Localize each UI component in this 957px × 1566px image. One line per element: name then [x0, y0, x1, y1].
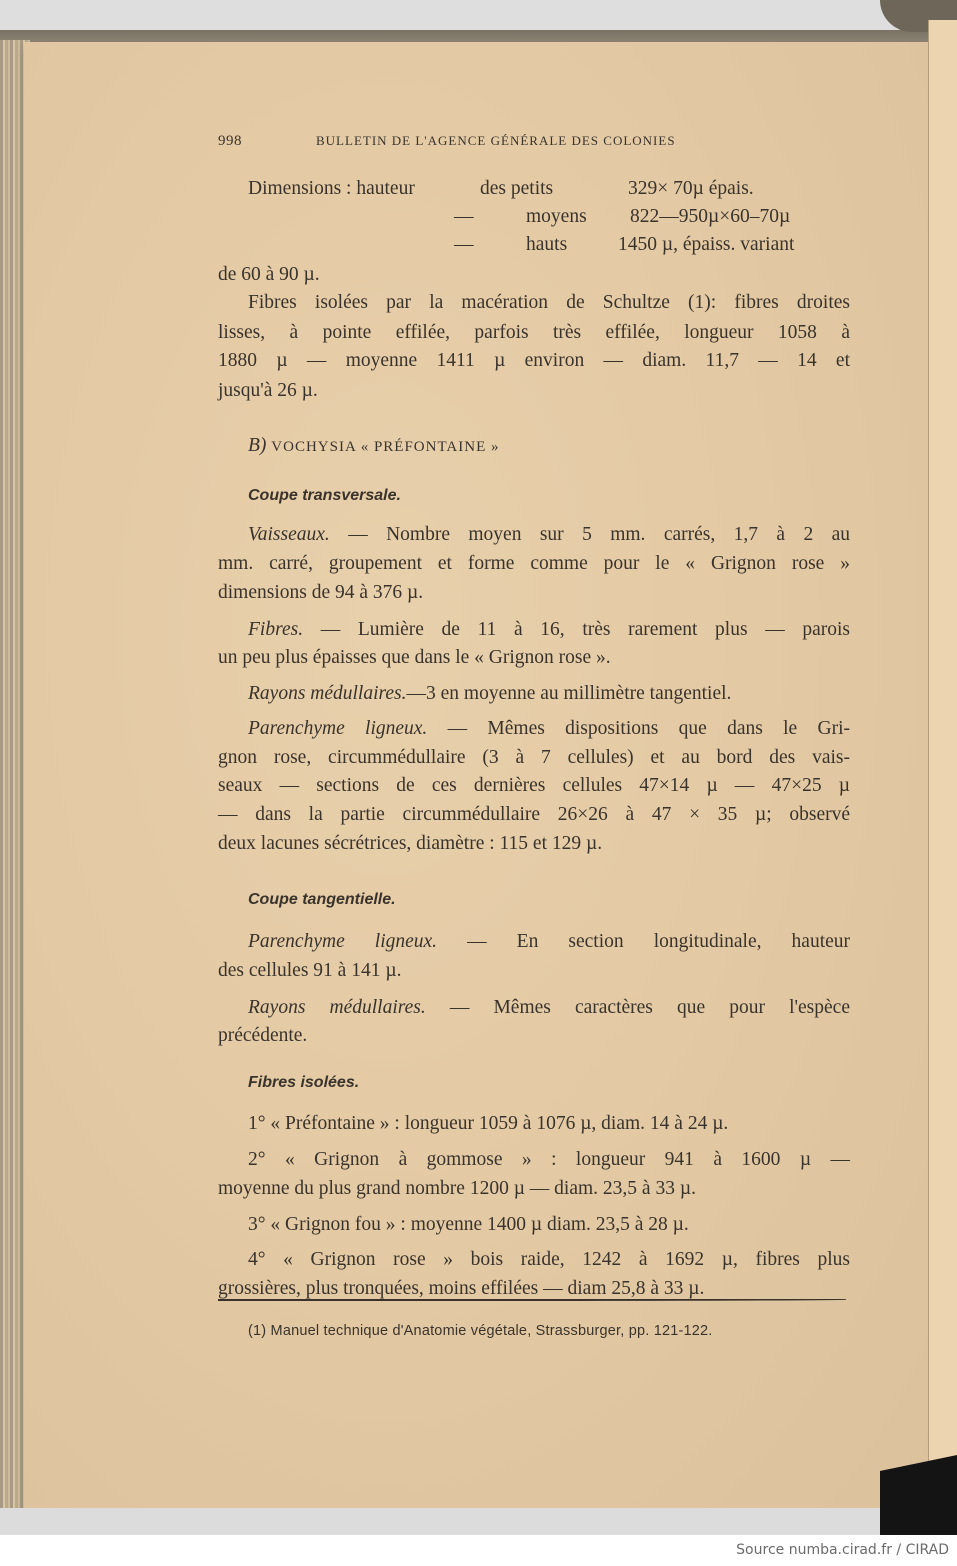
- text-line: 1880 µ — moyenne 1411 µ environ — diam. 11,7 — 14 et: [218, 350, 850, 371]
- dimensions-label: Dimensions : hauteur: [248, 178, 415, 199]
- text-line: un peu plus épaisses que dans le « Grignon rose ».: [218, 647, 611, 668]
- text-line: jusqu'à 26 µ.: [218, 380, 318, 401]
- text-line: dimensions de 94 à 376 µ.: [218, 582, 424, 603]
- text-line: [218, 716, 850, 742]
- section-heading: [218, 433, 850, 460]
- dimensions-moyens-label: moyens: [526, 206, 587, 227]
- dimensions-moyens-value: 822—950µ×60–70µ: [630, 206, 791, 227]
- text-line: [218, 681, 850, 707]
- text-line: des cellules 91 à 141 µ.: [218, 960, 402, 981]
- page-number: 998: [218, 133, 242, 149]
- text-line: — dans la partie circummédullaire 26×26 à 47 × 35 µ; observé: [218, 804, 850, 825]
- section-title: VOCHYSIA « PRÉFONTAINE »: [271, 439, 500, 455]
- text-line: gnon rose, circummédullaire (3 à 7 cellules) et au bord des vais-: [218, 747, 850, 768]
- subheading-coupe-tangentielle: Coupe tangentielle.: [248, 891, 396, 908]
- text-line: [218, 617, 850, 643]
- text: — Lumière de 11 à 16, très rarement plus — parois: [320, 619, 850, 640]
- subheading-fibres-isolees: Fibres isolées.: [248, 1074, 360, 1091]
- list-item: 4° « Grignon rose » bois raide, 1242 à 1692 µ, fibres plus: [248, 1249, 850, 1270]
- list-item-continuation: grossières, plus tronquées, moins effilées — diam 25,8 à 33 µ.: [218, 1278, 705, 1299]
- list-item: 3° « Grignon fou » : moyenne 1400 µ diam. 23,5 à 28 µ.: [248, 1214, 689, 1235]
- text-line: [218, 522, 850, 548]
- text-line: mm. carré, groupement et forme comme pour le « Grignon rose »: [218, 553, 850, 574]
- term: Parenchyme ligneux.: [248, 931, 438, 952]
- dimensions-hauts-label: hauts: [526, 234, 568, 255]
- text-line: [218, 929, 850, 955]
- text: —3 en moyenne au millimètre tangentiel.: [406, 683, 732, 704]
- running-title: BULLETIN DE L'AGENCE GÉNÉRALE DES COLONIES: [316, 133, 676, 148]
- text: — Nombre moyen sur 5 mm. carrés, 1,7 à 2 au: [348, 524, 851, 545]
- source-attribution: Source numba.cirad.fr / CIRAD: [736, 1542, 949, 1558]
- table-surface: [0, 1508, 880, 1535]
- text-line: [218, 995, 850, 1021]
- facing-page-edge: [928, 20, 957, 1510]
- dimensions-petits-label: des petits: [480, 178, 554, 199]
- text-line: Fibres isolées par la macération de Schultze (1): fibres droites: [248, 292, 850, 313]
- text: — Mêmes dispositions que dans le Gri-: [447, 718, 851, 739]
- term: Fibres.: [248, 619, 304, 640]
- list-item: 2° « Grignon à gommose » : longueur 941 à 1600 µ —: [248, 1149, 850, 1170]
- list-item-continuation: moyenne du plus grand nombre 1200 µ — diam. 23,5 à 33 µ.: [218, 1178, 696, 1199]
- term: Rayons médullaires.: [248, 997, 426, 1018]
- footnote: (1) Manuel technique d'Anatomie végétale, Strassburger, pp. 121-122.: [248, 1323, 713, 1339]
- dimensions-continuation: de 60 à 90 µ.: [218, 264, 320, 285]
- term: Parenchyme ligneux.: [248, 718, 428, 739]
- term: Rayons médullaires.: [248, 683, 407, 704]
- subheading-coupe-transversale: Coupe transversale.: [248, 487, 401, 504]
- text: — Mêmes caractères que pour l'espèce: [449, 997, 850, 1018]
- section-letter: B): [248, 435, 267, 456]
- term: Vaisseaux.: [248, 524, 330, 545]
- text-line: seaux — sections de ces dernières cellules 47×14 µ — 47×25 µ: [218, 775, 850, 796]
- text-line: précédente.: [218, 1025, 308, 1046]
- dimensions-hauts-value: 1450 µ, épaiss. variant: [618, 234, 795, 255]
- text-line: deux lacunes sécrétrices, diamètre : 115 et 129 µ.: [218, 833, 603, 854]
- dimensions-dash: —: [454, 206, 474, 227]
- dimensions-petits-value: 329× 70µ épais.: [628, 178, 754, 199]
- text: — En section longitudinale, hauteur: [467, 931, 851, 952]
- list-item: 1° « Préfontaine » : longueur 1059 à 1076 µ, diam. 14 à 24 µ.: [248, 1113, 729, 1134]
- dimensions-dash: —: [454, 234, 474, 255]
- text-line: lisses, à pointe effilée, parfois très effilée, longueur 1058 à: [218, 322, 850, 343]
